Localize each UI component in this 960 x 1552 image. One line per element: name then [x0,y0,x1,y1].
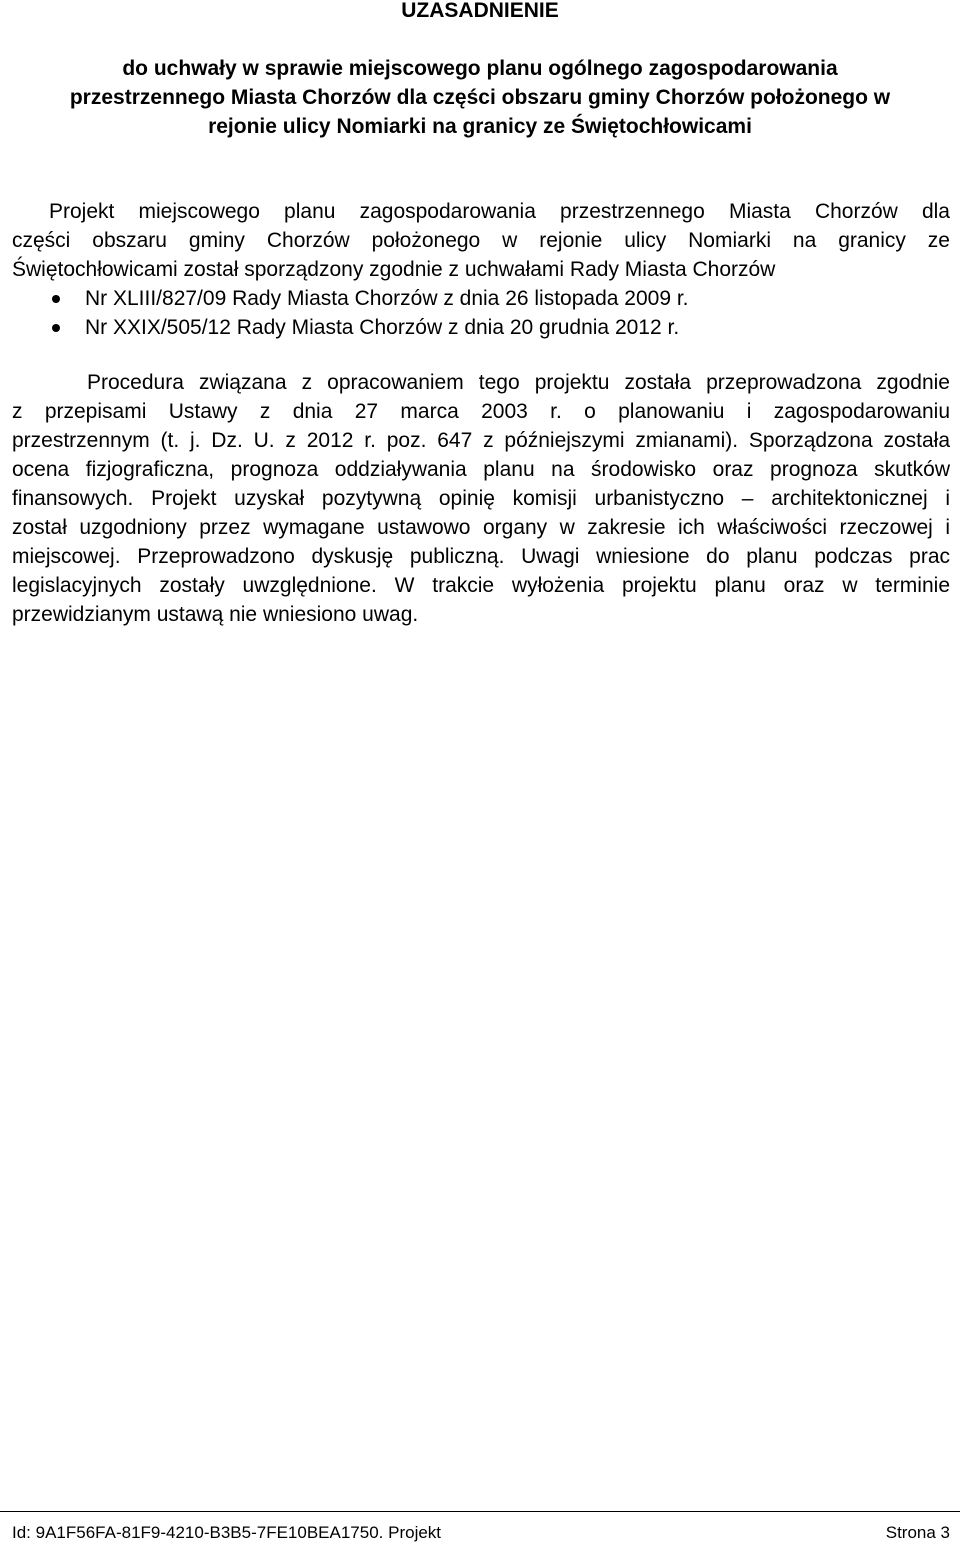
procedure-line: przestrzennym (t. j. Dz. U. z 2012 r. poz. 647 z późniejszymi zmianami). Sporządzona została [12,429,950,452]
resolution-text: Nr XLIII/827/09 Rady Miasta Chorzów z dnia 26 listopada 2009 r. [85,287,689,310]
resolution-text: Nr XXIX/505/12 Rady Miasta Chorzów z dnia 20 grudnia 2012 r. [85,316,680,339]
document-subheading [0,54,960,141]
procedure-line: legislacyjnych zostały uwzględnione. W trakcie wyłożenia projektu planu oraz w terminie [12,574,950,597]
footer-divider [0,1511,960,1512]
subheading-line: przestrzennego Miasta Chorzów dla części obszaru gminy Chorzów położonego w [69,86,891,109]
procedure-paragraph [12,368,950,629]
procedure-line: ocena fizjograficzna, prognoza oddziaływania planu na środowisko oraz prognoza skutków [12,458,950,481]
list-item [12,284,950,313]
subheading-line: rejonie ulicy Nomiarki na granicy ze Świętochłowicami [208,115,752,138]
bullet-icon [52,324,60,332]
procedure-line: finansowych. Projekt uzyskał pozytywną opinię komisji urbanistyczno – architektonicznej i [12,487,950,510]
intro-line: Projekt miejscowego planu zagospodarowania przestrzennego Miasta Chorzów dla [49,200,950,223]
document-heading: UZASADNIENIE [401,0,559,22]
footer-page-number: Strona 3 [885,1523,950,1542]
intro-line: Świętochłowicami został sporządzony zgodnie z uchwałami Rady Miasta Chorzów [12,258,776,281]
intro-paragraph [12,197,950,284]
resolutions-list [12,284,950,342]
footer-document-id: Id: 9A1F56FA-81F9-4210-B3B5-7FE10BEA1750. Projekt [12,1523,442,1542]
subheading-line: do uchwały w sprawie miejscowego planu ogólnego zagospodarowania [122,57,838,80]
intro-line: części obszaru gminy Chorzów położonego w rejonie ulicy Nomiarki na granicy ze [12,229,950,252]
bullet-icon [52,295,60,303]
procedure-line: przewidzianym ustawą nie wniesiono uwag. [12,603,419,626]
procedure-line: z przepisami Ustawy z dnia 27 marca 2003 r. o planowaniu i zagospodarowaniu [12,400,950,423]
procedure-line: został uzgodniony przez wymagane ustawowo organy w zakresie ich właściwości rzeczowej i [12,516,950,539]
list-item [12,313,950,342]
procedure-line: miejscowej. Przeprowadzono dyskusję publiczną. Uwagi wniesione do planu podczas prac [12,545,950,568]
procedure-line: Procedura związana z opracowaniem tego projektu została przeprowadzona zgodnie [87,371,950,394]
